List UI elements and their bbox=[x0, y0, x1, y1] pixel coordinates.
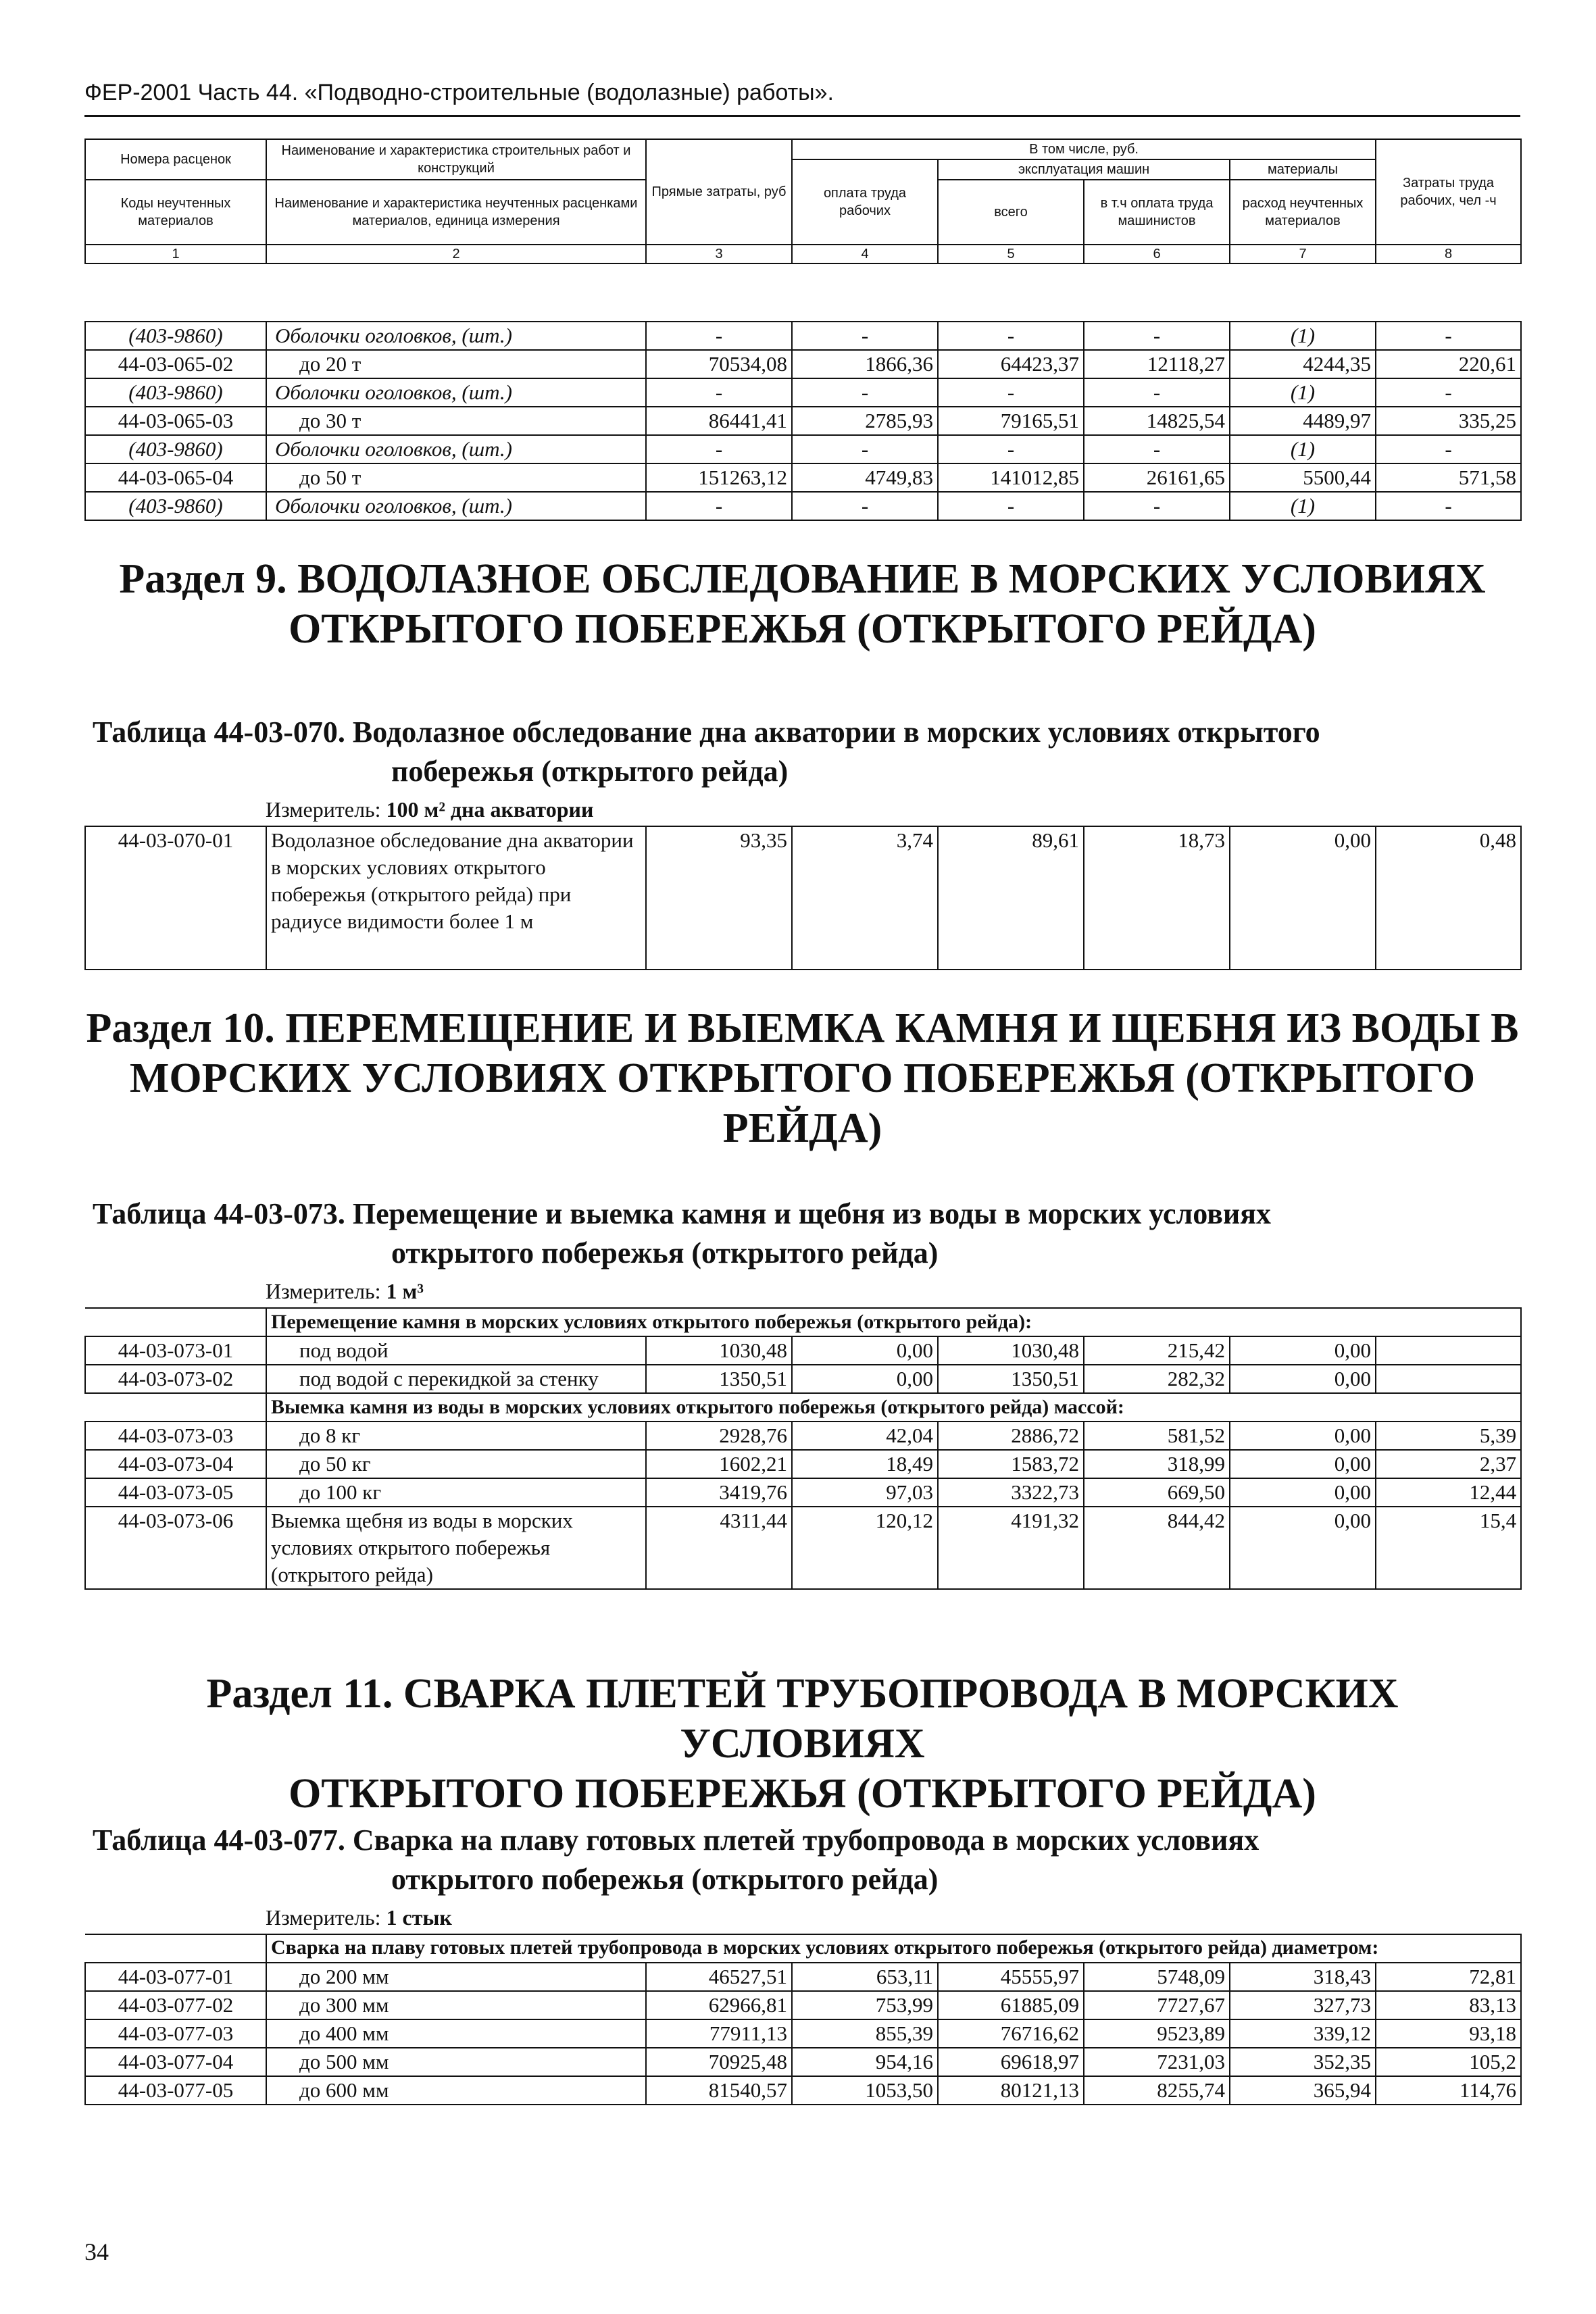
group-row bbox=[85, 1308, 1521, 1336]
row-code: 44-03-065-03 bbox=[85, 407, 266, 435]
row-materials: 327,73 bbox=[1230, 1991, 1376, 2019]
row-labor-hours: - bbox=[1376, 378, 1521, 407]
row-name: до 50 кг bbox=[266, 1450, 646, 1478]
row-name: до 8 кг bbox=[266, 1422, 646, 1450]
hdr-col4: оплата труда рабочих bbox=[792, 159, 938, 245]
row-machines-total: 1030,48 bbox=[938, 1336, 1084, 1365]
table-070-caption bbox=[93, 713, 1518, 791]
row-labor-hours: 0,48 bbox=[1376, 826, 1521, 970]
row-machines-total: 2886,72 bbox=[938, 1422, 1084, 1450]
row-machines-total: 89,61 bbox=[938, 826, 1084, 970]
table-row bbox=[85, 2019, 1521, 2048]
row-materials: 0,00 bbox=[1230, 1450, 1376, 1478]
row-labor-hours: - bbox=[1376, 492, 1521, 520]
row-code: (403-9860) bbox=[85, 435, 266, 463]
table-row bbox=[85, 2076, 1521, 2105]
row-materials: 0,00 bbox=[1230, 1478, 1376, 1507]
table-row bbox=[85, 378, 1521, 407]
row-machinist-pay: 12118,27 bbox=[1084, 350, 1230, 378]
group-heading-extract: Выемка камня из воды в морских условиях открытого побережья (открытого рейда) массой: bbox=[266, 1393, 1521, 1422]
table-row bbox=[85, 492, 1521, 520]
row-labor-hours bbox=[1376, 1336, 1521, 1365]
table-row bbox=[85, 1422, 1521, 1450]
row-direct-cost: - bbox=[646, 435, 792, 463]
row-labor-hours: 114,76 bbox=[1376, 2076, 1521, 2105]
row-labor-hours: 2,37 bbox=[1376, 1450, 1521, 1478]
table-row bbox=[85, 1963, 1521, 1991]
table-row bbox=[85, 2048, 1521, 2076]
hdr-num-1: 1 bbox=[85, 245, 266, 263]
row-code: (403-9860) bbox=[85, 492, 266, 520]
row-machinist-pay: 215,42 bbox=[1084, 1336, 1230, 1365]
row-name: Выемка щебня из воды в морских условиях открытого побережья (открытого рейда) bbox=[266, 1507, 646, 1589]
row-direct-cost: 151263,12 bbox=[646, 463, 792, 492]
row-code: 44-03-077-02 bbox=[85, 1991, 266, 2019]
row-machinist-pay: 5748,09 bbox=[1084, 1963, 1230, 1991]
hdr-col1-top: Номера расценок bbox=[85, 139, 266, 180]
hdr-col3: Прямые затраты, руб bbox=[646, 139, 792, 245]
row-code: (403-9860) bbox=[85, 322, 266, 350]
row-name: Оболочки оголовков, (шт.) bbox=[266, 435, 646, 463]
hdr-col2-top: Наименование и характеристика строительных работ и конструкций bbox=[266, 139, 646, 180]
table-row bbox=[85, 1365, 1521, 1393]
row-materials: (1) bbox=[1230, 322, 1376, 350]
meter-value: 100 м² дна акватории bbox=[386, 797, 594, 822]
table-row bbox=[85, 435, 1521, 463]
row-machinist-pay: 581,52 bbox=[1084, 1422, 1230, 1450]
row-machines-total: 3322,73 bbox=[938, 1478, 1084, 1507]
row-direct-cost: - bbox=[646, 492, 792, 520]
table-row bbox=[85, 407, 1521, 435]
row-labor-pay: 0,00 bbox=[792, 1336, 938, 1365]
row-labor-pay: - bbox=[792, 322, 938, 350]
hdr-materials: материалы bbox=[1230, 159, 1376, 180]
section-10-title-line3: РЕЙДА) bbox=[722, 1105, 882, 1151]
row-machinist-pay: 26161,65 bbox=[1084, 463, 1230, 492]
section-9-title-line2: ОТКРЫТОГО ПОБЕРЕЖЬЯ (ОТКРЫТОГО РЕЙДА) bbox=[289, 606, 1316, 652]
row-code: 44-03-073-05 bbox=[85, 1478, 266, 1507]
row-materials: 0,00 bbox=[1230, 826, 1376, 970]
row-labor-pay: 1866,36 bbox=[792, 350, 938, 378]
row-direct-cost: 1350,51 bbox=[646, 1365, 792, 1393]
section-11-title-line2: ОТКРЫТОГО ПОБЕРЕЖЬЯ (ОТКРЫТОГО РЕЙДА) bbox=[289, 1771, 1316, 1817]
row-name: до 600 мм bbox=[266, 2076, 646, 2105]
table-070-caption-line2: побережья (открытого рейда) bbox=[391, 755, 789, 788]
row-machinist-pay: - bbox=[1084, 435, 1230, 463]
row-machines-total: 1583,72 bbox=[938, 1450, 1084, 1478]
row-materials: 0,00 bbox=[1230, 1336, 1376, 1365]
table-070 bbox=[84, 826, 1522, 970]
row-labor-pay: - bbox=[792, 378, 938, 407]
table-070-meter bbox=[266, 797, 593, 822]
row-materials: 352,35 bbox=[1230, 2048, 1376, 2076]
row-labor-hours: 335,25 bbox=[1376, 407, 1521, 435]
row-direct-cost: 62966,81 bbox=[646, 1991, 792, 2019]
row-name: Оболочки оголовков, (шт.) bbox=[266, 322, 646, 350]
meter-value: 1 м³ bbox=[386, 1279, 424, 1303]
row-code: 44-03-073-02 bbox=[85, 1365, 266, 1393]
row-machines-total: 141012,85 bbox=[938, 463, 1084, 492]
row-code: 44-03-073-04 bbox=[85, 1450, 266, 1478]
row-labor-hours: 571,58 bbox=[1376, 463, 1521, 492]
table-row bbox=[85, 350, 1521, 378]
row-machines-total: 45555,97 bbox=[938, 1963, 1084, 1991]
row-direct-cost: - bbox=[646, 378, 792, 407]
table-070-caption-line1: Таблица 44-03-070. Водолазное обследование дна акватории в морских условиях открытого bbox=[93, 715, 1320, 749]
hdr-incl: В том числе, руб. bbox=[792, 139, 1376, 159]
row-labor-hours: 15,4 bbox=[1376, 1507, 1521, 1589]
row-machinist-pay: 318,99 bbox=[1084, 1450, 1230, 1478]
row-machines-total: 61885,09 bbox=[938, 1991, 1084, 2019]
row-materials: (1) bbox=[1230, 378, 1376, 407]
row-name: Оболочки оголовков, (шт.) bbox=[266, 378, 646, 407]
row-machinist-pay: 844,42 bbox=[1084, 1507, 1230, 1589]
row-machinist-pay: - bbox=[1084, 492, 1230, 520]
row-name: до 400 мм bbox=[266, 2019, 646, 2048]
row-labor-pay: 120,12 bbox=[792, 1507, 938, 1589]
table-073-caption-line1: Таблица 44-03-073. Перемещение и выемка камня и щебня из воды в морских условиях bbox=[93, 1197, 1272, 1230]
row-direct-cost: 81540,57 bbox=[646, 2076, 792, 2105]
row-name: до 20 т bbox=[266, 350, 646, 378]
row-code: 44-03-077-03 bbox=[85, 2019, 266, 2048]
row-code: 44-03-073-01 bbox=[85, 1336, 266, 1365]
row-name: под водой bbox=[266, 1336, 646, 1365]
hdr-col5: всего bbox=[938, 180, 1084, 245]
hdr-col1-bottom: Коды неучтенных материалов bbox=[85, 180, 266, 245]
row-code: (403-9860) bbox=[85, 378, 266, 407]
table-073-caption bbox=[93, 1194, 1518, 1273]
row-direct-cost: 70925,48 bbox=[646, 2048, 792, 2076]
row-labor-hours: 83,13 bbox=[1376, 1991, 1521, 2019]
row-machines-total: - bbox=[938, 378, 1084, 407]
row-machines-total: 4191,32 bbox=[938, 1507, 1084, 1589]
row-name: Оболочки оголовков, (шт.) bbox=[266, 492, 646, 520]
group-heading-welding: Сварка на плаву готовых плетей трубопровода в морских условиях открытого побережья (открытого рейда) диаметром: bbox=[266, 1934, 1521, 1963]
row-direct-cost: 4311,44 bbox=[646, 1507, 792, 1589]
row-direct-cost: 1030,48 bbox=[646, 1336, 792, 1365]
row-materials: 5500,44 bbox=[1230, 463, 1376, 492]
group-row bbox=[85, 1934, 1521, 1963]
row-labor-hours: 93,18 bbox=[1376, 2019, 1521, 2048]
row-labor-hours: - bbox=[1376, 435, 1521, 463]
section-9-title-line1: Раздел 9. ВОДОЛАЗНОЕ ОБСЛЕДОВАНИЕ В МОРСКИХ УСЛОВИЯХ bbox=[119, 556, 1486, 602]
row-labor-pay: 0,00 bbox=[792, 1365, 938, 1393]
row-machines-total: 76716,62 bbox=[938, 2019, 1084, 2048]
row-labor-hours: 5,39 bbox=[1376, 1422, 1521, 1450]
table-077-caption-line1: Таблица 44-03-077. Сварка на плаву готовых плетей трубопровода в морских условиях bbox=[93, 1823, 1260, 1857]
hdr-num-8: 8 bbox=[1376, 245, 1521, 263]
table-073-meter bbox=[266, 1279, 424, 1304]
row-direct-cost: 70534,08 bbox=[646, 350, 792, 378]
row-code: 44-03-077-01 bbox=[85, 1963, 266, 1991]
table-077-caption-line2: открытого побережья (открытого рейда) bbox=[391, 1863, 939, 1896]
row-code: 44-03-073-06 bbox=[85, 1507, 266, 1589]
row-machinist-pay: 9523,89 bbox=[1084, 2019, 1230, 2048]
hdr-num-7: 7 bbox=[1230, 245, 1376, 263]
row-labor-pay: - bbox=[792, 435, 938, 463]
group-row bbox=[85, 1393, 1521, 1422]
row-direct-cost: 1602,21 bbox=[646, 1450, 792, 1478]
hdr-num-3: 3 bbox=[646, 245, 792, 263]
hdr-col7: расход неучтенных материалов bbox=[1230, 180, 1376, 245]
row-machines-total: 69618,97 bbox=[938, 2048, 1084, 2076]
row-labor-hours: 12,44 bbox=[1376, 1478, 1521, 1507]
row-name: до 50 т bbox=[266, 463, 646, 492]
table-row bbox=[85, 1450, 1521, 1478]
section-10-title-line1: Раздел 10. ПЕРЕМЕЩЕНИЕ И ВЫЕМКА КАМНЯ И ЩЕБНЯ ИЗ ВОДЫ В bbox=[86, 1005, 1519, 1051]
row-machines-total: 80121,13 bbox=[938, 2076, 1084, 2105]
row-name: до 30 т bbox=[266, 407, 646, 435]
row-labor-pay: 753,99 bbox=[792, 1991, 938, 2019]
header-rule bbox=[84, 115, 1520, 117]
row-materials: 0,00 bbox=[1230, 1365, 1376, 1393]
row-labor-pay: 855,39 bbox=[792, 2019, 938, 2048]
row-code: 44-03-070-01 bbox=[85, 826, 266, 970]
row-labor-pay: 1053,50 bbox=[792, 2076, 938, 2105]
column-header-table bbox=[84, 139, 1522, 264]
meter-label: Измеритель: bbox=[266, 1279, 381, 1303]
row-materials: 0,00 bbox=[1230, 1507, 1376, 1589]
row-labor-pay: 2785,93 bbox=[792, 407, 938, 435]
row-labor-pay: 97,03 bbox=[792, 1478, 938, 1507]
row-direct-cost: 93,35 bbox=[646, 826, 792, 970]
row-machinist-pay: 7231,03 bbox=[1084, 2048, 1230, 2076]
table-row bbox=[85, 463, 1521, 492]
row-materials: (1) bbox=[1230, 435, 1376, 463]
row-labor-hours: - bbox=[1376, 322, 1521, 350]
row-machines-total: - bbox=[938, 322, 1084, 350]
row-machines-total: - bbox=[938, 492, 1084, 520]
row-labor-pay: 3,74 bbox=[792, 826, 938, 970]
table-077-meter bbox=[266, 1905, 452, 1930]
running-title: ФЕР-2001 Часть 44. «Подводно-строительные (водолазные) работы». bbox=[84, 80, 834, 105]
row-direct-cost: 86441,41 bbox=[646, 407, 792, 435]
section-11-title-line1: Раздел 11. СВАРКА ПЛЕТЕЙ ТРУБОПРОВОДА В МОРСКИХ УСЛОВИЯХ bbox=[206, 1671, 1399, 1767]
table-073 bbox=[84, 1307, 1522, 1590]
table-073-caption-line2: открытого побережья (открытого рейда) bbox=[391, 1236, 939, 1269]
row-labor-hours: 105,2 bbox=[1376, 2048, 1521, 2076]
section-11-title bbox=[84, 1669, 1520, 1819]
row-code: 44-03-077-04 bbox=[85, 2048, 266, 2076]
row-code: 44-03-073-03 bbox=[85, 1422, 266, 1450]
row-name: под водой с перекидкой за стенку bbox=[266, 1365, 646, 1393]
row-machinist-pay: 282,32 bbox=[1084, 1365, 1230, 1393]
row-labor-pay: 653,11 bbox=[792, 1963, 938, 1991]
row-machinist-pay: 7727,67 bbox=[1084, 1991, 1230, 2019]
row-direct-cost: 3419,76 bbox=[646, 1478, 792, 1507]
table-077-caption bbox=[93, 1821, 1518, 1899]
row-labor-hours: 220,61 bbox=[1376, 350, 1521, 378]
hdr-num-6: 6 bbox=[1084, 245, 1230, 263]
hdr-num-2: 2 bbox=[266, 245, 646, 263]
page-number: 34 bbox=[84, 2238, 109, 2265]
table-077 bbox=[84, 1934, 1522, 2105]
row-code: 44-03-065-02 bbox=[85, 350, 266, 378]
section-10-title-line2: МОРСКИХ УСЛОВИЯХ ОТКРЫТОГО ПОБЕРЕЖЬЯ (ОТКРЫТОГО bbox=[129, 1055, 1476, 1101]
hdr-col8: Затраты труда рабочих, чел -ч bbox=[1376, 139, 1521, 245]
row-materials: 365,94 bbox=[1230, 2076, 1376, 2105]
meter-value: 1 стык bbox=[386, 1905, 452, 1930]
row-labor-pay: 18,49 bbox=[792, 1450, 938, 1478]
hdr-num-5: 5 bbox=[938, 245, 1084, 263]
group-heading-move: Перемещение камня в морских условиях открытого побережья (открытого рейда): bbox=[266, 1308, 1521, 1336]
row-name: до 100 кг bbox=[266, 1478, 646, 1507]
row-direct-cost: - bbox=[646, 322, 792, 350]
row-code: 44-03-077-05 bbox=[85, 2076, 266, 2105]
section-9-title bbox=[84, 554, 1520, 654]
table-row bbox=[85, 1478, 1521, 1507]
table-row bbox=[85, 322, 1521, 350]
row-machinist-pay: 14825,54 bbox=[1084, 407, 1230, 435]
row-materials: 4244,35 bbox=[1230, 350, 1376, 378]
row-name: Водолазное обследование дна акватории в морских условиях открытого побережья (открытого рейда) при радиусе видимости более 1 м bbox=[266, 826, 646, 970]
row-machines-total: 79165,51 bbox=[938, 407, 1084, 435]
row-labor-hours bbox=[1376, 1365, 1521, 1393]
row-materials: (1) bbox=[1230, 492, 1376, 520]
row-materials: 339,12 bbox=[1230, 2019, 1376, 2048]
row-name: до 200 мм bbox=[266, 1963, 646, 1991]
row-name: до 300 мм bbox=[266, 1991, 646, 2019]
row-materials: 0,00 bbox=[1230, 1422, 1376, 1450]
row-machinist-pay: 8255,74 bbox=[1084, 2076, 1230, 2105]
row-direct-cost: 77911,13 bbox=[646, 2019, 792, 2048]
table-row bbox=[85, 1991, 1521, 2019]
row-name: до 500 мм bbox=[266, 2048, 646, 2076]
row-machines-total: - bbox=[938, 435, 1084, 463]
row-labor-hours: 72,81 bbox=[1376, 1963, 1521, 1991]
row-machinist-pay: - bbox=[1084, 322, 1230, 350]
row-machinist-pay: - bbox=[1084, 378, 1230, 407]
row-direct-cost: 2928,76 bbox=[646, 1422, 792, 1450]
row-machinist-pay: 669,50 bbox=[1084, 1478, 1230, 1507]
section-10-title bbox=[84, 1003, 1520, 1153]
meter-label: Измеритель: bbox=[266, 1905, 381, 1930]
row-labor-pay: - bbox=[792, 492, 938, 520]
row-labor-pay: 4749,83 bbox=[792, 463, 938, 492]
row-machines-total: 1350,51 bbox=[938, 1365, 1084, 1393]
hdr-col6: в т.ч оплата труда машинистов bbox=[1084, 180, 1230, 245]
row-direct-cost: 46527,51 bbox=[646, 1963, 792, 1991]
row-labor-pay: 42,04 bbox=[792, 1422, 938, 1450]
row-materials: 318,43 bbox=[1230, 1963, 1376, 1991]
row-materials: 4489,97 bbox=[1230, 407, 1376, 435]
table-row bbox=[85, 1507, 1521, 1589]
row-code: 44-03-065-04 bbox=[85, 463, 266, 492]
hdr-col2-bottom: Наименование и характеристика неучтенных расценками материалов, единица измерения bbox=[266, 180, 646, 245]
hdr-machines: эксплуатация машин bbox=[938, 159, 1230, 180]
meter-label: Измеритель: bbox=[266, 797, 381, 822]
row-machinist-pay: 18,73 bbox=[1084, 826, 1230, 970]
row-labor-pay: 954,16 bbox=[792, 2048, 938, 2076]
table-065 bbox=[84, 321, 1522, 521]
hdr-num-4: 4 bbox=[792, 245, 938, 263]
table-row bbox=[85, 1336, 1521, 1365]
row-machines-total: 64423,37 bbox=[938, 350, 1084, 378]
table-row bbox=[85, 826, 1521, 970]
